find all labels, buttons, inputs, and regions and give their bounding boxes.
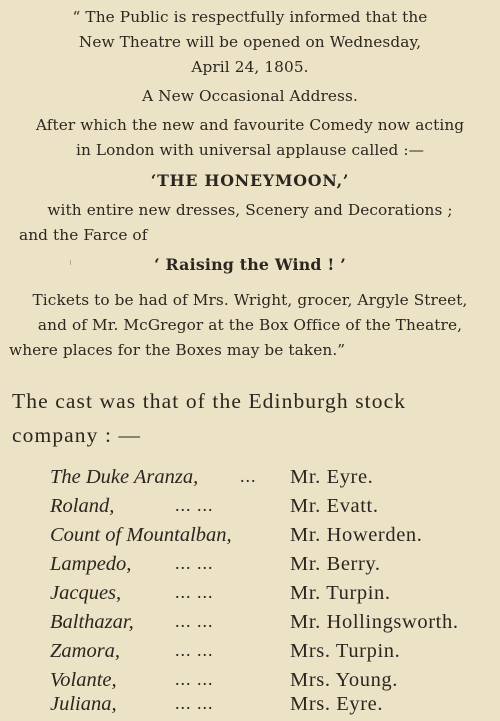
cast-actor: Mrs. Turpin. xyxy=(290,640,401,662)
cast-leader-dots: ... ... xyxy=(175,693,214,713)
announcement-line: After which the new and favourite Comedy now acting xyxy=(35,116,465,134)
cast-leader-dots: ... ... xyxy=(175,553,214,573)
cast-role: Volante, xyxy=(50,669,117,691)
cast-actor: Mr. Hollingsworth. xyxy=(290,611,459,633)
cast-role: Roland, xyxy=(50,495,115,517)
cast-actor: Mr. Berry. xyxy=(290,553,381,575)
cast-actor: Mrs. Young. xyxy=(290,669,398,691)
cast-role: Lampedo, xyxy=(50,553,132,575)
announcement-line: New Theatre will be opened on Wednesday, xyxy=(78,33,422,51)
cast-leader-dots: ... ... xyxy=(175,495,214,515)
cast-actor: Mr. Turpin. xyxy=(290,582,391,604)
cast-actor: Mr. Eyre. xyxy=(290,466,374,488)
announcement-line: with entire new dresses, Scenery and Decorations ; xyxy=(47,201,453,219)
announcement-line: and of Mr. McGregor at the Box Office of the Theatre, xyxy=(37,316,463,334)
cast-role: The Duke Aranza, xyxy=(50,466,199,488)
cast-leader-dots: ... xyxy=(240,466,257,486)
announcement-line: “ The Public is respectfully informed that the xyxy=(72,8,428,26)
cast-row xyxy=(0,495,500,523)
cast-actor: Mrs. Eyre. xyxy=(290,693,384,715)
body-text-line: The cast was that of the Edinburgh stock xyxy=(12,389,407,413)
announcement-line: Tickets to be had of Mrs. Wright, grocer, Argyle Street, xyxy=(32,291,468,309)
announcement-line: where places for the Boxes may be taken.” xyxy=(9,341,346,359)
play-title: ‘THE HONEYMOON,’ xyxy=(150,171,350,190)
cast-leader-dots: ... ... xyxy=(175,611,214,631)
cast-role: Count of Mountalban, xyxy=(50,524,232,546)
cast-role: Balthazar, xyxy=(50,611,134,633)
cast-leader-dots: ... ... xyxy=(175,582,214,602)
farce-title: ‘ Raising the Wind ! ’ xyxy=(154,255,346,274)
cast-row xyxy=(0,553,500,581)
cast-row xyxy=(0,466,500,494)
cast-row xyxy=(0,611,500,639)
cast-row xyxy=(0,524,500,552)
cast-row xyxy=(0,693,500,721)
announcement-line: in London with universal applause called :— xyxy=(76,141,424,159)
cast-row xyxy=(0,582,500,610)
announcement-line: A New Occasional Address. xyxy=(142,87,358,105)
cast-row xyxy=(0,640,500,668)
cast-actor: Mr. Howerden. xyxy=(290,524,423,546)
announcement-line: and the Farce of xyxy=(19,226,148,244)
cast-actor: Mr. Evatt. xyxy=(290,495,379,517)
cast-role: Juliana, xyxy=(50,693,117,715)
announcement-line: April 24, 1805. xyxy=(191,58,309,76)
body-text-line: company : — xyxy=(12,423,142,447)
cast-leader-dots: ... ... xyxy=(175,640,214,660)
cast-role: Jacques, xyxy=(50,582,122,604)
cast-role: Zamora, xyxy=(50,640,121,662)
cast-leader-dots: ... ... xyxy=(175,669,214,689)
